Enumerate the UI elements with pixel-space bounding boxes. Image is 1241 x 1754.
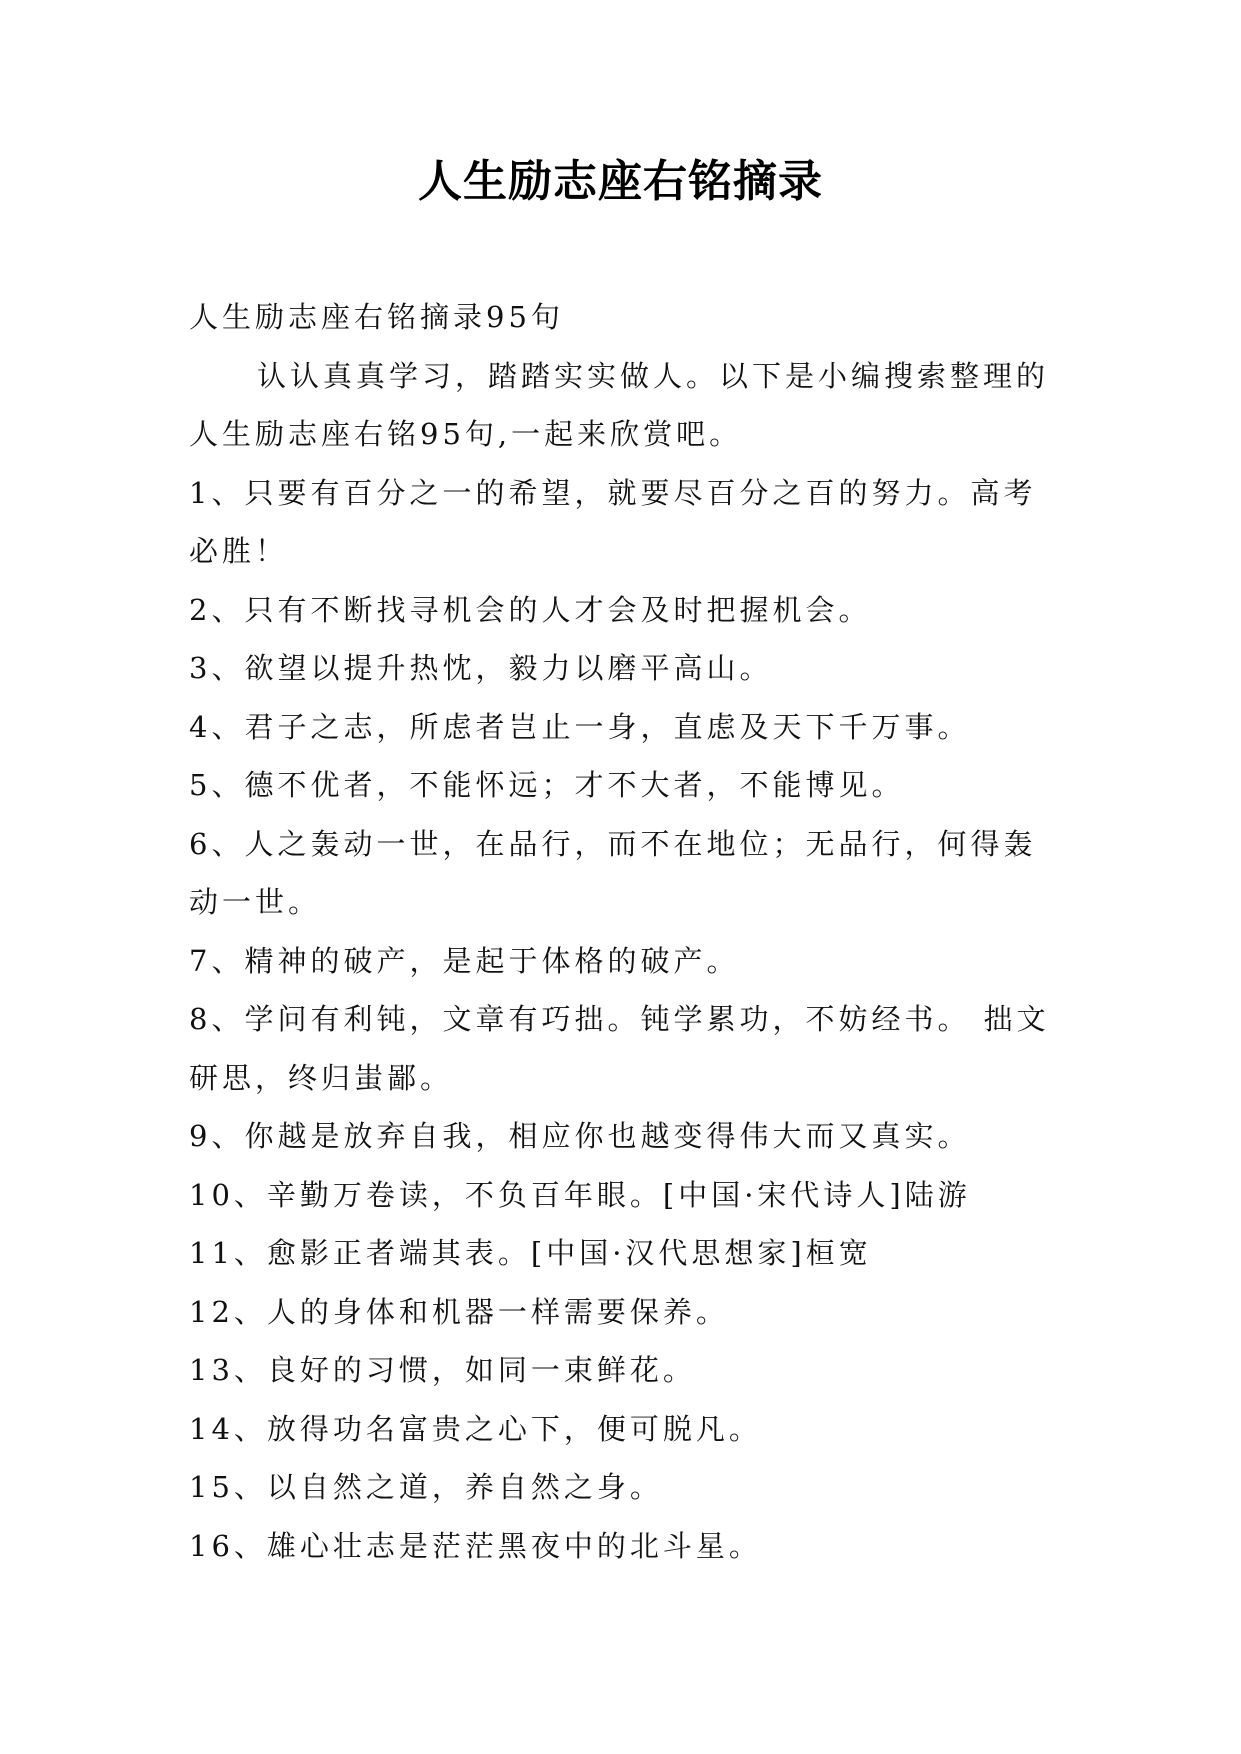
subtitle-line: 人生励志座右铭摘录95句 xyxy=(189,300,564,334)
quote-line: 1、只要有百分之一的希望，就要尽百分之百的努力。高考 xyxy=(189,475,1037,510)
quote-line: 5、德不优者，不能怀远；才不大者，不能博见。 xyxy=(189,768,905,802)
quote-line: 10、辛勤万卷读，不负百年眼。[中国·宋代诗人]陆游 xyxy=(189,1177,971,1212)
quote-line: 14、放得功名富贵之心下，便可脱凡。 xyxy=(189,1411,762,1446)
document-body xyxy=(189,288,1055,1575)
quote-line: 6、人之轰动一世，在品行，而不在地位；无品行，何得轰 xyxy=(189,826,1037,861)
quote-line: 9、你越是放弃自我，相应你也越变得伟大而又真实。 xyxy=(189,1119,971,1153)
document-title: 人生励志座右铭摘录 xyxy=(418,156,823,207)
intro-line: 认认真真学习，踏踏实实做人。以下是小编搜索整理的 xyxy=(257,358,1050,393)
quote-line: 8、学问有利钝，文章有巧拙。钝学累功，不妨经书。 拙文 xyxy=(189,1002,1050,1036)
quote-line: 12、人的身体和机器一样需要保养。 xyxy=(189,1294,729,1329)
intro-line: 人生励志座右铭95句,一起来欣赏吧。 xyxy=(189,417,743,451)
quote-line: 2、只有不断找寻机会的人才会及时把握机会。 xyxy=(189,592,872,627)
quote-line: 研思，终归蚩鄙。 xyxy=(189,1060,454,1095)
quote-line: 3、欲望以提升热忱，毅力以磨平高山。 xyxy=(189,651,773,685)
quote-line: 13、良好的习惯，如同一束鲜花。 xyxy=(189,1353,696,1387)
quote-line: 动一世。 xyxy=(189,885,322,919)
quote-line: 必胜！ xyxy=(189,534,289,568)
quote-line: 7、精神的破产，是起于体格的破产。 xyxy=(189,943,740,978)
quote-line: 11、愈影正者端其表。[中国·汉代思想家]桓宽 xyxy=(189,1236,872,1270)
quote-line: 16、雄心壮志是茫茫黑夜中的北斗星。 xyxy=(189,1528,762,1563)
quote-line: 4、君子之志，所虑者岂止一身，直虑及天下千万事。 xyxy=(189,709,971,744)
quote-line: 15、以自然之道，养自然之身。 xyxy=(189,1470,663,1504)
